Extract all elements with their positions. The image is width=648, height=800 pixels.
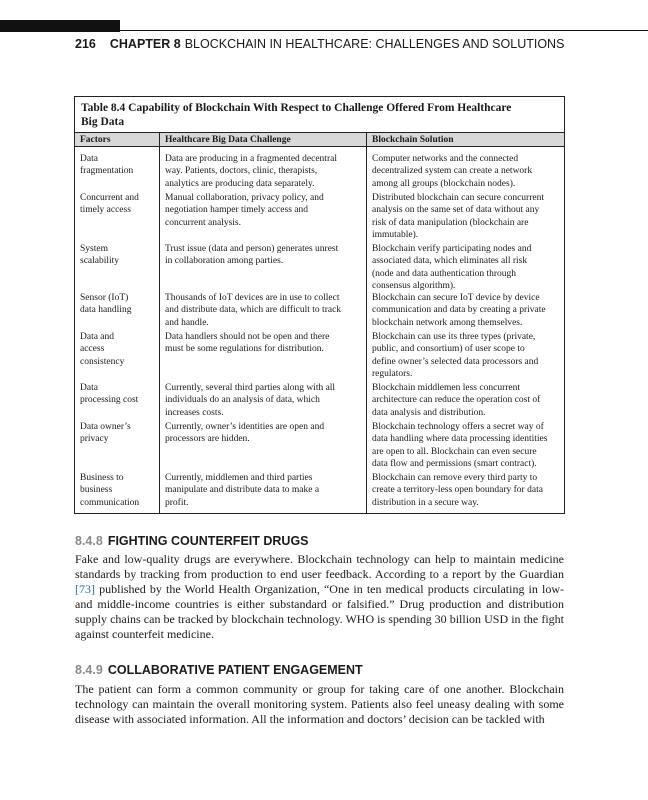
cell-line: Computer networks and the connected: [372, 154, 519, 164]
row-solution-cell: [372, 472, 562, 509]
cell-line: Data and: [80, 332, 115, 342]
cell-line: among all groups (blockchain nodes).: [372, 178, 516, 189]
row-factor-cell: [80, 243, 160, 268]
paragraph-text: published by the World Health Organization, “One in ten medical products circulating in low- and middle-income countries is either substandard or falsified.” Drug production and distribution supply chains can be tracked by blockchain technology. WHO is spending 30 billion USD in the fight against counterfeit medicine.: [75, 582, 564, 641]
cell-line: timely access: [80, 205, 131, 216]
cell-line: immutable).: [372, 229, 419, 240]
row-challenge-cell: [165, 243, 365, 268]
column-header-factors: Factors: [80, 135, 111, 145]
citation-link[interactable]: [73]: [75, 582, 95, 596]
cell-line: architecture can reduce the operation cost of: [372, 395, 541, 406]
table-title: [81, 101, 551, 129]
column-divider: [159, 132, 160, 513]
cell-line: must be some regulations for distribution.: [165, 344, 324, 355]
cell-line: Sensor (IoT): [80, 293, 129, 303]
table-title-line-1: Table 8.4 Capability of Blockchain With Respect to Challenge Offered From Healthcare: [81, 102, 512, 114]
cell-line: create a territory-less open boundary for data: [372, 485, 543, 496]
row-factor-cell: [80, 192, 160, 217]
chapter-title: BLOCKCHAIN IN HEALTHCARE: CHALLENGES AND SOLUTIONS: [184, 37, 565, 51]
table-header-row: [75, 132, 564, 147]
cell-line: Thousands of IoT devices are in use to collect: [165, 293, 340, 303]
row-solution-cell: [372, 243, 562, 292]
cell-line: regulators.: [372, 368, 413, 379]
cell-line: Blockchain can remove every third party to: [372, 473, 538, 483]
cell-line: Trust issue (data and person) generates unrest: [165, 244, 339, 254]
cell-line: Data handlers should not be open and there: [165, 332, 330, 342]
cell-line: data handling where data processing identities: [372, 434, 548, 445]
cell-line: Currently, several third parties along with all: [165, 383, 336, 393]
cell-line: concurrent analysis.: [165, 217, 241, 228]
cell-line: are open to all. Blockchain can even secure: [372, 446, 537, 457]
row-solution-cell: [372, 153, 562, 190]
cell-line: analysis on the same set of data without any: [372, 205, 540, 216]
paragraph-patient-engagement: The patient can form a common community or group for taking care of one another. Blockchain technology can maintain the overall monitoring system. Patients also feel uneasy dealing with some disease with associated information. All the information and doctors’ decision can be tackled with: [75, 682, 564, 726]
cell-line: individuals do an analysis of data, which: [165, 395, 320, 406]
cell-line: data analysis and distribution.: [372, 407, 486, 418]
cell-line: public, and consortium) of user scope to: [372, 344, 525, 355]
cell-line: Blockchain can secure IoT device by device: [372, 293, 540, 303]
cell-line: fragmentation: [80, 166, 134, 177]
cell-line: Blockchain middlemen less concurrent: [372, 383, 520, 393]
cell-line: define owner’s selected data processors and: [372, 356, 539, 367]
cell-line: negotiation hamper timely access and: [165, 205, 308, 216]
cell-line: access: [80, 344, 105, 355]
paragraph-text: Fake and low-quality drugs are everywhere. Blockchain technology can help to maintain medicine standards by tracking from production to end user feedback. According to a report by the Guardian: [75, 552, 564, 581]
capability-table: [74, 96, 565, 514]
cell-line: Business to: [80, 473, 124, 483]
row-challenge-cell: [165, 292, 365, 329]
row-challenge-cell: [165, 153, 365, 190]
section-number: 8.4.8: [75, 534, 103, 548]
section-heading-counterfeit-drugs: [75, 534, 309, 548]
column-header-solution: Blockchain Solution: [372, 135, 454, 145]
row-solution-cell: [372, 382, 562, 419]
cell-line: System: [80, 244, 108, 254]
row-solution-cell: [372, 192, 562, 241]
cell-line: (node and data authentication through: [372, 268, 517, 279]
cell-line: Manual collaboration, privacy policy, and: [165, 193, 324, 203]
row-factor-cell: [80, 421, 160, 446]
cell-line: Blockchain can use its three types (private,: [372, 332, 536, 342]
cell-line: and handle.: [165, 317, 209, 328]
row-challenge-cell: [165, 472, 365, 509]
cell-line: Currently, owner’s identities are open and: [165, 422, 325, 432]
row-factor-cell: [80, 382, 160, 407]
header-rule: [0, 30, 648, 31]
cell-line: distribution in a secure way.: [372, 497, 479, 508]
cell-line: Data: [80, 154, 98, 164]
cell-line: way. Patients, doctors, clinic, therapists,: [165, 166, 318, 177]
cell-line: analytics are producing data separately.: [165, 178, 315, 189]
row-factor-cell: [80, 153, 160, 178]
cell-line: data handling: [80, 305, 132, 316]
cell-line: Blockchain verify participating nodes and: [372, 244, 532, 254]
cell-line: consensus algorithm).: [372, 280, 456, 291]
paragraph-counterfeit-drugs: [75, 552, 564, 642]
cell-line: data flow and permissions (smart contract).: [372, 458, 537, 469]
row-solution-cell: [372, 421, 562, 470]
column-divider: [366, 132, 367, 513]
row-solution-cell: [372, 292, 562, 329]
cell-line: Data: [80, 383, 98, 393]
cell-line: Distributed blockchain can secure concurrent: [372, 193, 544, 203]
row-factor-cell: [80, 292, 160, 317]
table-title-line-2: Big Data: [81, 116, 125, 128]
cell-line: Blockchain technology offers a secret way of: [372, 422, 544, 432]
section-title: FIGHTING COUNTERFEIT DRUGS: [107, 534, 309, 548]
row-solution-cell: [372, 331, 562, 380]
row-factor-cell: [80, 472, 160, 509]
running-head: [75, 37, 564, 51]
cell-line: and distribute data, which are difficult to track: [165, 305, 342, 316]
cell-line: Data owner’s: [80, 422, 131, 432]
cell-line: blockchain network among themselves.: [372, 317, 523, 328]
cell-line: processing cost: [80, 395, 139, 406]
chapter-label: CHAPTER 8: [109, 37, 181, 51]
section-heading-patient-engagement: [75, 663, 363, 677]
page-number: 216: [75, 37, 96, 51]
cell-line: associated data, which eliminates all risk: [372, 256, 528, 267]
row-challenge-cell: [165, 382, 365, 419]
cell-line: Data are producing in a fragmented decentral: [165, 154, 337, 164]
cell-line: privacy: [80, 434, 109, 445]
cell-line: decentralized system can create a network: [372, 166, 533, 177]
cell-line: in collaboration among parties.: [165, 256, 284, 267]
cell-line: consistency: [80, 356, 125, 367]
section-number: 8.4.9: [75, 663, 103, 677]
cell-line: manipulate and distribute data to make a: [165, 485, 320, 496]
row-challenge-cell: [165, 192, 365, 229]
row-challenge-cell: [165, 421, 365, 446]
cell-line: Concurrent and: [80, 193, 139, 203]
row-factor-cell: [80, 331, 160, 368]
cell-line: profit.: [165, 497, 189, 508]
cell-line: business: [80, 485, 113, 496]
cell-line: processors are hidden.: [165, 434, 250, 445]
cell-line: increases costs.: [165, 407, 224, 418]
section-title: COLLABORATIVE PATIENT ENGAGEMENT: [107, 663, 363, 677]
cell-line: scalability: [80, 256, 120, 267]
row-challenge-cell: [165, 331, 365, 356]
cell-line: communication: [80, 497, 140, 508]
column-header-challenge: Healthcare Big Data Challenge: [165, 135, 291, 145]
cell-line: Currently, middlemen and third parties: [165, 473, 313, 483]
cell-line: communication and data by creating a private: [372, 305, 546, 316]
cell-line: risk of data manipulation (blockchain are: [372, 217, 529, 228]
